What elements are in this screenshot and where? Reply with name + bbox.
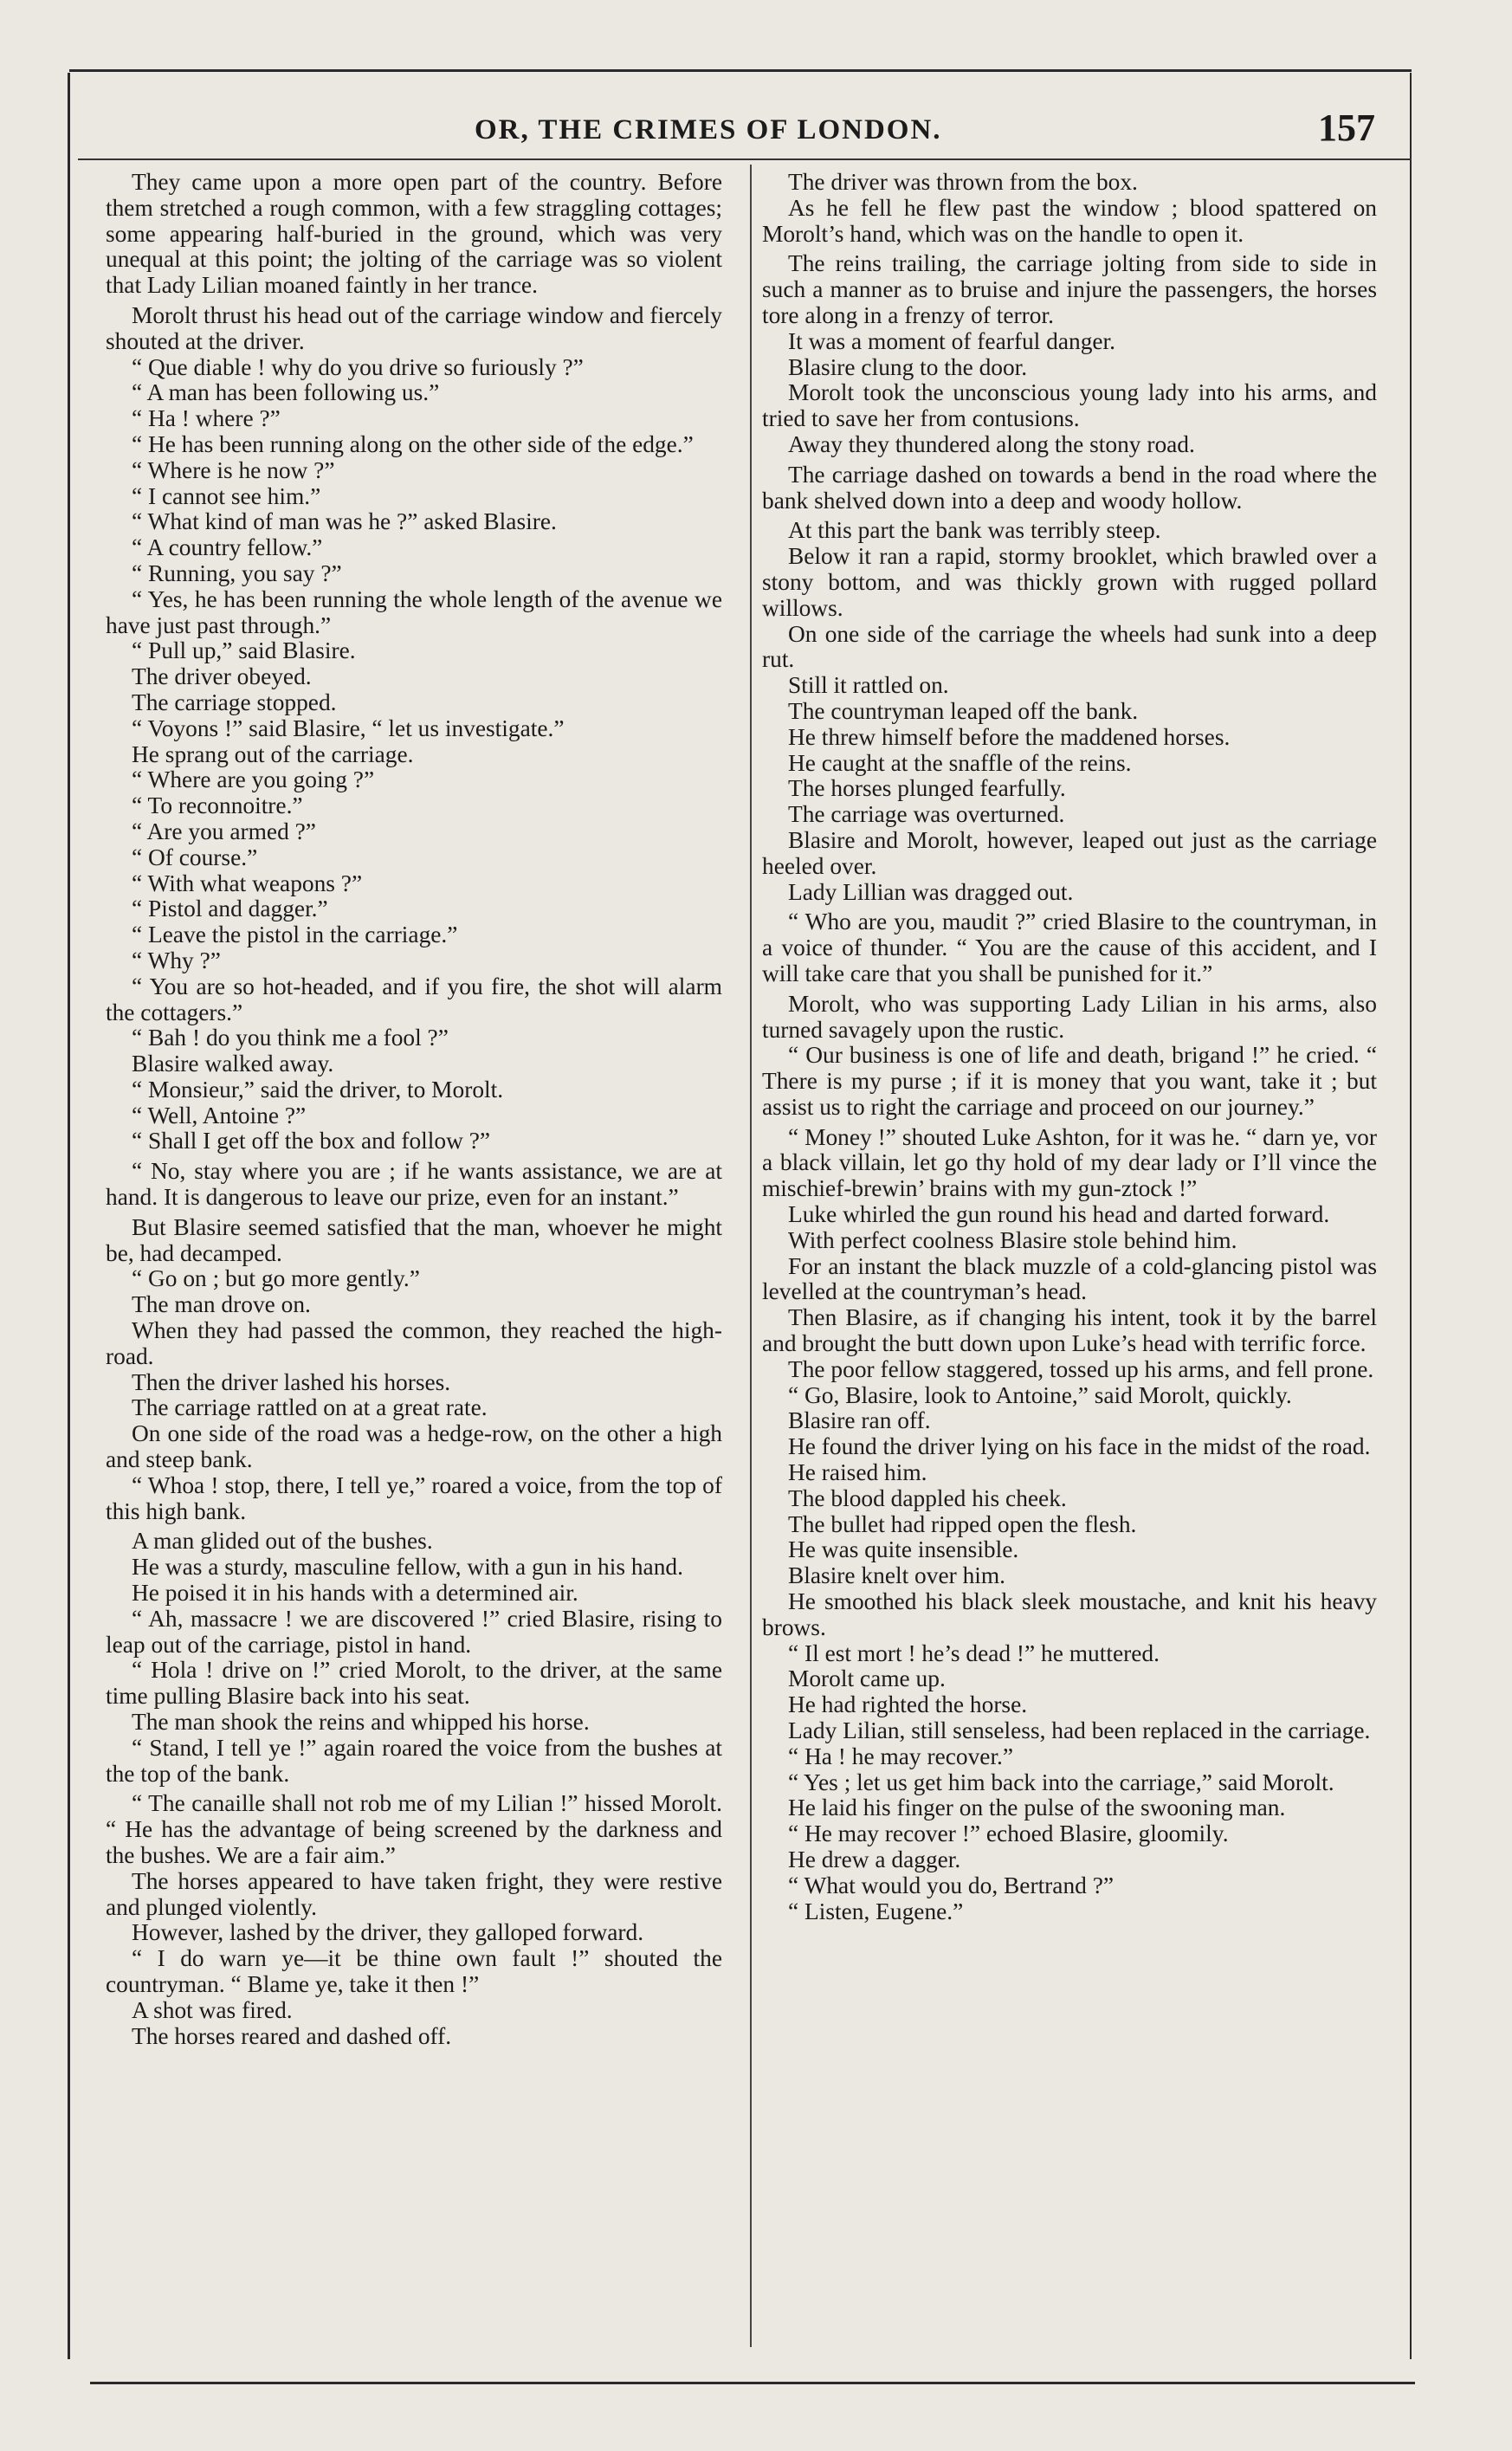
left-column <box>106 170 722 2049</box>
paragraph: He poised it in his hands with a determined air. <box>132 1580 578 1607</box>
paragraph: “ Ha ! where ?” <box>132 405 281 432</box>
paragraph: Below it ran a rapid, stormy brooklet, which brawled over a stony bottom, and was thickly grown with rugged pollard willows. <box>762 543 1377 621</box>
paragraph: Blasire ran off. <box>788 1407 931 1434</box>
paragraph: The horses reared and dashed off. <box>132 2022 452 2049</box>
page-number: 157 <box>1318 107 1375 149</box>
paragraph: The carriage dashed on towards a bend in the road where the bank shelved down into a deep and woody hollow. <box>762 461 1377 514</box>
paragraph: “ Whoa ! stop, there, I tell ye,” roared a voice, from the top of this high bank. <box>106 1471 722 1524</box>
paragraph: “ To reconnoitre.” <box>132 792 303 819</box>
paragraph: He sprang out of the carriage. <box>132 740 414 767</box>
paragraph: “ Voyons !” said Blasire, “ let us investigate.” <box>132 715 565 741</box>
paragraph: Blasire and Morolt, however, leaped out just as the carriage heeled over. <box>762 826 1377 879</box>
paragraph: “ Of course.” <box>132 844 258 870</box>
paragraph: Blasire walked away. <box>132 1051 334 1077</box>
paragraph: A shot was fired. <box>132 1996 293 2023</box>
paragraph: He was a sturdy, masculine fellow, with a gun in his hand. <box>132 1554 683 1581</box>
paragraph: “ Leave the pistol in the carriage.” <box>132 922 458 948</box>
paragraph: “ Yes ; let us get him back into the carriage,” said Morolt. <box>788 1769 1334 1795</box>
paragraph: Still it rattled on. <box>788 672 949 699</box>
paragraph: On one side of the road was a hedge-row, on the other a high and steep bank. <box>106 1420 722 1473</box>
paragraph: Morolt came up. <box>788 1665 946 1692</box>
paragraph: “ With what weapons ?” <box>132 870 363 896</box>
paragraph: “ Where is he now ?” <box>132 456 335 483</box>
paragraph: “ Listen, Eugene.” <box>788 1898 964 1924</box>
paragraph: A man glided out of the bushes. <box>132 1528 433 1555</box>
paragraph: As he fell he flew past the window ; blood spattered on Morolt’s hand, which was on the handle to open it. <box>762 194 1377 247</box>
paragraph: They came upon a more open part of the country. Before them stretched a rough common, with a few straggling cottages; some appearing half-buried in the ground, which was very unequal at this point; the jolting of the carriage was so violent that Lady Lilian moaned faintly in her trance. <box>106 169 722 299</box>
paragraph: At this part the bank was terribly steep. <box>788 517 1161 544</box>
page-header <box>78 106 1377 158</box>
paragraph: “ Il est mort ! he’s dead !” he muttered. <box>788 1639 1160 1666</box>
paragraph: “ You are so hot-headed, and if you fire, the shot will alarm the cottagers.” <box>106 973 722 1025</box>
paragraph: “ Ah, massacre ! we are discovered !” cried Blasire, rising to leap out of the carriage, pistol in hand. <box>106 1605 722 1658</box>
paragraph: The carriage stopped. <box>132 689 337 715</box>
paragraph: Luke whirled the gun round his head and darted forward. <box>788 1201 1330 1228</box>
paragraph: Lady Lilian, still senseless, had been replaced in the carriage. <box>788 1717 1371 1744</box>
paragraph: On one side of the carriage the wheels had sunk into a deep rut. <box>762 620 1377 673</box>
paragraph: “ I do warn ye—it be thine own fault !” shouted the countryman. “ Blame ye, take it then !” <box>106 1945 722 1997</box>
paragraph: It was a moment of fearful danger. <box>788 327 1115 354</box>
paragraph: “ He may recover !” echoed Blasire, gloomily. <box>788 1820 1229 1847</box>
paragraph: With perfect coolness Blasire stole behind him. <box>788 1226 1237 1253</box>
paragraph: For an instant the black muzzle of a cold-glancing pistol was levelled at the countryman’s head. <box>762 1252 1377 1305</box>
paragraph: “ Pull up,” said Blasire. <box>132 637 356 664</box>
paragraph: “ Go, Blasire, look to Antoine,” said Morolt, quickly. <box>788 1381 1292 1408</box>
paragraph: “ What would you do, Bertrand ?” <box>788 1872 1115 1898</box>
paragraph: “ Ha ! he may recover.” <box>788 1743 1014 1769</box>
paragraph: The man drove on. <box>132 1291 311 1318</box>
paragraph: Away they thundered along the stony road. <box>788 430 1195 457</box>
paragraph: The carriage was overturned. <box>788 801 1065 828</box>
paragraph: “ A man has been following us.” <box>132 379 440 406</box>
paragraph: The countryman leaped off the bank. <box>788 697 1139 724</box>
paragraph: Then Blasire, as if changing his intent, took it by the barrel and brought the butt down upon Luke’s head with terrific force. <box>762 1304 1377 1357</box>
paragraph: “ No, stay where you are ; if he wants assistance, we are at hand. It is dangerous to leave our prize, even for an instant.” <box>106 1158 722 1211</box>
paragraph: “ Yes, he has been running the whole length of the avenue we have just past through.” <box>106 585 722 638</box>
paragraph: He was quite insensible. <box>788 1536 1019 1563</box>
paragraph: “ Running, you say ?” <box>132 559 342 586</box>
paragraph: “ Shall I get off the box and follow ?” <box>132 1128 491 1154</box>
page-right-border <box>1410 73 1412 2359</box>
paragraph: “ Money !” shouted Luke Ashton, for it was he. “ darn ye, vor a black villain, let go thy hold of my dear lady or I’ll vince the mischief-brewin’ brains with my gun-ztock !” <box>762 1123 1377 1202</box>
paragraph: “ A country fellow.” <box>132 534 323 561</box>
paragraph: Then the driver lashed his horses. <box>132 1368 451 1395</box>
paragraph: The reins trailing, the carriage jolting from side to side in such a manner as to bruise and injure the passengers, the horses tore along in a frenzy of terror. <box>762 250 1377 328</box>
paragraph: He raised him. <box>788 1459 927 1486</box>
paragraph: “ Who are you, maudit ?” cried Blasire to the countryman, in a voice of thunder. “ You are the cause of this accident, and I will take care that you shall be punished for it.” <box>762 909 1377 986</box>
paragraph: He smoothed his black sleek moustache, and knit his heavy brows. <box>762 1588 1377 1640</box>
paragraph: He laid his finger on the pulse of the swooning man. <box>788 1795 1286 1821</box>
paragraph: Blasire knelt over him. <box>788 1562 1006 1589</box>
paragraph: “ Pistol and dagger.” <box>132 896 328 922</box>
paragraph: “ I cannot see him.” <box>132 482 321 509</box>
paragraph: The horses plunged fearfully. <box>788 775 1066 802</box>
paragraph: He caught at the snaffle of the reins. <box>788 749 1132 776</box>
right-column <box>762 170 1377 1924</box>
paragraph: “ He has been running along on the other side of the edge.” <box>132 430 694 457</box>
paragraph: When they had passed the common, they reached the high-road. <box>106 1317 722 1369</box>
page-left-border <box>68 73 70 2359</box>
paragraph: “ Que diable ! why do you drive so furiously ?” <box>132 353 584 380</box>
paragraph: Morolt took the unconscious young lady into his arms, and tried to save her from contusions. <box>762 379 1377 432</box>
paragraph: “ Why ?” <box>132 947 221 973</box>
header-rule <box>78 158 1412 160</box>
paragraph: The bullet had ripped open the flesh. <box>788 1510 1137 1537</box>
paragraph: “ The canaille shall not rob me of my Lilian !” hissed Morolt. “ He has the advantage of being screened by the darkness and the bushes. We are a fair aim.” <box>106 1790 722 1868</box>
paragraph: “ Bah ! do you think me a fool ?” <box>132 1025 449 1051</box>
paragraph: The carriage rattled on at a great rate. <box>132 1394 488 1421</box>
paragraph: The poor fellow staggered, tossed up his arms, and fell prone. <box>788 1355 1374 1382</box>
running-title: OR, THE CRIMES OF LONDON. <box>475 114 942 146</box>
column-divider <box>750 165 752 2347</box>
paragraph: “ Are you armed ?” <box>132 818 316 844</box>
paragraph: “ Where are you going ?” <box>132 766 375 793</box>
paragraph: “ Well, Antoine ?” <box>132 1102 307 1128</box>
paragraph: Blasire clung to the door. <box>788 353 1028 380</box>
paragraph: But Blasire seemed satisfied that the man, whoever he might be, had decamped. <box>106 1213 722 1266</box>
paragraph: He found the driver lying on his face in the midst of the road. <box>788 1433 1371 1460</box>
paragraph: The driver obeyed. <box>132 663 312 690</box>
paragraph: The man shook the reins and whipped his horse. <box>132 1709 590 1736</box>
paragraph: Morolt thrust his head out of the carriage window and fiercely shouted at the driver. <box>106 301 722 354</box>
paragraph: “ Go on ; but go more gently.” <box>132 1265 420 1292</box>
page-top-border <box>69 69 1412 72</box>
paragraph: However, lashed by the driver, they galloped forward. <box>132 1919 644 1946</box>
paragraph: He drew a dagger. <box>788 1846 961 1872</box>
paragraph: Lady Lillian was dragged out. <box>788 878 1074 905</box>
paragraph: “ Our business is one of life and death, brigand !” he cried. “ There is my purse ; if it is money that you want, take it ; but assist us to right the carriage and proceed on our journey.” <box>762 1042 1377 1120</box>
paragraph: “ Hola ! drive on !” cried Morolt, to the driver, at the same time pulling Blasire back into his seat. <box>106 1657 722 1710</box>
paragraph: The driver was thrown from the box. <box>788 169 1138 195</box>
paragraph: He had righted the horse. <box>788 1691 1028 1718</box>
paragraph: The horses appeared to have taken fright, they were restive and plunged violently. <box>106 1867 722 1920</box>
paragraph: Morolt, who was supporting Lady Lilian in his arms, also turned savagely upon the rustic. <box>762 990 1377 1043</box>
paragraph: He threw himself before the maddened horses. <box>788 723 1231 750</box>
paragraph: “ What kind of man was he ?” asked Blasire. <box>132 508 557 535</box>
paragraph: “ Monsieur,” said the driver, to Morolt. <box>132 1076 504 1103</box>
paragraph: The blood dappled his cheek. <box>788 1484 1067 1511</box>
page-bottom-rule <box>90 2382 1415 2384</box>
paragraph: “ Stand, I tell ye !” again roared the voice from the bushes at the top of the bank. <box>106 1734 722 1787</box>
